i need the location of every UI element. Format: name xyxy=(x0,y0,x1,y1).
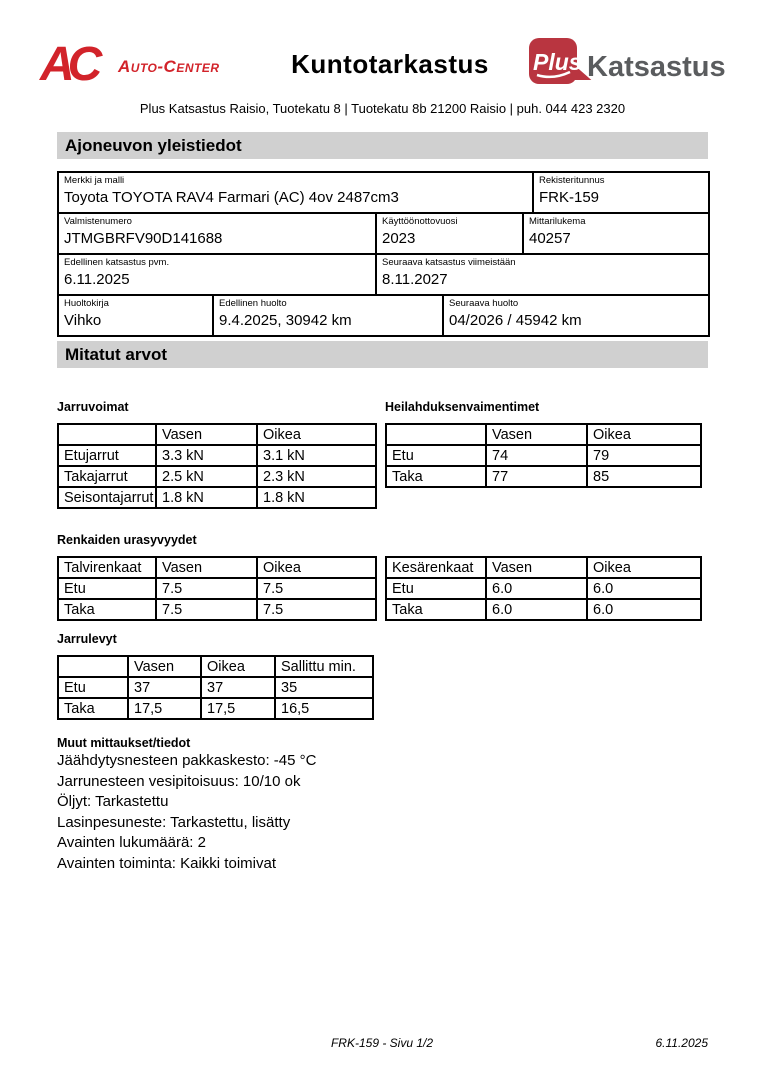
field-value: Toyota TOYOTA RAV4 Farmari (AC) 4ov 2487cm3 xyxy=(64,189,399,206)
washer-fluid: Lasinpesuneste: Tarkastettu, lisätty xyxy=(57,813,291,831)
field-value: 6.11.2025 xyxy=(64,271,130,288)
document-title: Kuntotarkastus xyxy=(291,49,489,79)
value-cell: 1.8 kN xyxy=(257,487,376,508)
vehicle-info-table-row2 xyxy=(57,212,710,255)
value-cell: 3.1 kN xyxy=(257,445,376,466)
row-label: Seisontajarrut xyxy=(58,487,156,508)
value-cell: 7.5 xyxy=(257,578,376,599)
field-value: FRK-159 xyxy=(539,189,600,206)
footer-page-indicator: FRK-159 - Sivu 1/2 xyxy=(330,1036,434,1050)
row-label: Taka xyxy=(386,466,486,487)
value-cell: 7.5 xyxy=(156,578,257,599)
table-row xyxy=(58,172,709,213)
other-measurements-section xyxy=(57,736,708,874)
vehicle-info-table-row1 xyxy=(57,171,710,214)
header-cell: Vasen xyxy=(128,656,201,677)
field-first-use-year xyxy=(376,213,523,254)
value-cell: 2.5 kN xyxy=(156,466,257,487)
value-cell: 35 xyxy=(275,677,373,698)
brake-discs-caption: Jarrulevyt xyxy=(57,632,117,646)
captions-row xyxy=(57,400,708,414)
header-cell: Oikea xyxy=(587,557,701,578)
table-row xyxy=(58,213,709,254)
vehicle-info-table-row3 xyxy=(57,253,710,296)
field-value: 9.4.2025, 30942 km xyxy=(219,312,352,329)
section-header-measured-values: Mitatut arvot xyxy=(57,341,708,368)
header-cell: Talvirenkaat xyxy=(58,557,156,578)
field-service-book xyxy=(58,295,213,336)
winter-tires-table xyxy=(57,556,377,621)
table-row xyxy=(58,295,709,336)
header-cell: Kesärenkaat xyxy=(386,557,486,578)
field-make-model xyxy=(58,172,533,213)
shock-absorbers-caption: Heilahduksenvaimentimet xyxy=(385,400,540,414)
field-previous-service xyxy=(213,295,443,336)
table-row xyxy=(386,599,701,620)
field-label: Merkki ja malli xyxy=(64,175,125,186)
key-function: Avainten toiminta: Kaikki toimivat xyxy=(57,854,276,872)
coolant-freeze-protection: Jäähdytysnesteen pakkaskesto: -45 °C xyxy=(57,752,317,769)
table-row xyxy=(58,466,376,487)
table-row xyxy=(58,487,376,508)
value-cell: 6.0 xyxy=(587,578,701,599)
oils-checked: Öljyt: Tarkastettu xyxy=(57,793,169,810)
table-header-row xyxy=(58,656,373,677)
value-cell: 77 xyxy=(486,466,587,487)
row-label: Etu xyxy=(386,578,486,599)
field-value: JTMGBRFV90D141688 xyxy=(64,230,223,247)
table-header-row xyxy=(58,424,376,445)
header-cell: Vasen xyxy=(156,557,257,578)
other-measurements-title: Muut mittaukset/tiedot xyxy=(57,736,191,750)
value-cell: 85 xyxy=(587,466,701,487)
table-row xyxy=(58,599,376,620)
header-cell: Oikea xyxy=(257,424,376,445)
row-label: Etu xyxy=(58,578,156,599)
field-registration xyxy=(533,172,709,213)
value-cell: 2.3 kN xyxy=(257,466,376,487)
row-label: Etu xyxy=(386,445,486,466)
table-row xyxy=(58,445,376,466)
plus-katsastus-logo-graphic xyxy=(528,36,726,88)
value-cell: 1.8 kN xyxy=(156,487,257,508)
table-row xyxy=(58,677,373,698)
field-odometer xyxy=(523,213,709,254)
field-label: Käyttöönottovuosi xyxy=(382,216,458,227)
value-cell: 6.0 xyxy=(587,599,701,620)
value-cell: 17,5 xyxy=(128,698,201,719)
value-cell: 7.5 xyxy=(156,599,257,620)
value-cell: 17,5 xyxy=(201,698,275,719)
field-value: 8.11.2027 xyxy=(382,271,448,288)
field-value: 40257 xyxy=(529,230,571,247)
field-label: Seuraava katsastus viimeistään xyxy=(382,257,516,268)
value-cell: 37 xyxy=(128,677,201,698)
row-label: Takajarrut xyxy=(58,466,156,487)
header-cell: Vasen xyxy=(486,557,587,578)
section-header-general-info: Ajoneuvon yleistiedot xyxy=(57,132,708,159)
table-row xyxy=(58,254,709,295)
header-cell: Oikea xyxy=(587,424,701,445)
auto-center-logo xyxy=(42,36,252,93)
value-cell: 37 xyxy=(201,677,275,698)
field-next-service xyxy=(443,295,709,336)
vehicle-info-table-row4 xyxy=(57,294,710,337)
field-label: Seuraava huolto xyxy=(449,298,519,309)
measured-tables-row-2 xyxy=(57,556,708,621)
field-label: Edellinen katsastus pvm. xyxy=(64,257,170,268)
field-label: Huoltokirja xyxy=(64,298,109,309)
auto-center-logo-graphic xyxy=(40,36,237,91)
table-row xyxy=(58,578,376,599)
summer-tires-table xyxy=(385,556,702,621)
station-address: Plus Katsastus Raisio, Tuotekatu 8 | Tuotekatu 8b 21200 Raisio | puh. 044 423 2320 xyxy=(139,101,626,116)
value-cell: 6.0 xyxy=(486,578,587,599)
row-label: Etu xyxy=(58,677,128,698)
field-previous-inspection xyxy=(58,254,376,295)
brake-discs-table xyxy=(57,655,374,720)
header-cell: Vasen xyxy=(486,424,587,445)
plus-katsastus-logo xyxy=(528,36,726,93)
tread-depths-caption: Renkaiden urasyvyydet xyxy=(57,533,197,547)
key-count: Avainten lukumäärä: 2 xyxy=(57,834,206,851)
value-cell: 3.3 kN xyxy=(156,445,257,466)
field-label: Rekisteritunnus xyxy=(539,175,605,186)
brake-fluid-water-content: Jarrunesteen vesipitoisuus: 10/10 ok xyxy=(57,772,301,790)
value-cell: 74 xyxy=(486,445,587,466)
field-label: Valmistenumero xyxy=(64,216,132,227)
table-row xyxy=(386,578,701,599)
header-cell xyxy=(58,656,128,677)
row-label: Taka xyxy=(58,599,156,620)
table-header-row xyxy=(386,557,701,578)
table-row xyxy=(386,466,701,487)
shock-absorbers-table xyxy=(385,423,702,488)
header-cell: Sallittu min. xyxy=(275,656,373,677)
field-label: Edellinen huolto xyxy=(219,298,287,309)
page-footer xyxy=(0,1036,764,1050)
header-cell: Oikea xyxy=(257,557,376,578)
row-label: Taka xyxy=(58,698,128,719)
table-row xyxy=(386,445,701,466)
table-header-row xyxy=(58,557,376,578)
row-label: Etujarrut xyxy=(58,445,156,466)
measured-tables-row-1 xyxy=(57,423,708,509)
value-cell: 7.5 xyxy=(257,599,376,620)
field-value: 04/2026 / 45942 km xyxy=(449,312,582,329)
header-cell xyxy=(386,424,486,445)
value-cell: 6.0 xyxy=(486,599,587,620)
plus-wordmark: Plus xyxy=(533,49,582,75)
field-value: 2023 xyxy=(382,230,416,247)
field-value: Vihko xyxy=(64,312,102,329)
header-cell xyxy=(58,424,156,445)
header-cell: Oikea xyxy=(201,656,275,677)
value-cell: 79 xyxy=(587,445,701,466)
report-header xyxy=(40,0,726,91)
auto-center-monogram: AC xyxy=(40,38,96,91)
brake-forces-table xyxy=(57,423,377,509)
field-label: Mittarilukema xyxy=(529,216,586,227)
table-row xyxy=(58,698,373,719)
field-vin xyxy=(58,213,376,254)
header-cell: Vasen xyxy=(156,424,257,445)
footer-date: 6.11.2025 xyxy=(655,1036,708,1050)
katsastus-wordmark: Katsastus xyxy=(587,51,726,83)
table-header-row xyxy=(386,424,701,445)
brake-forces-caption: Jarruvoimat xyxy=(57,400,129,414)
value-cell: 16,5 xyxy=(275,698,373,719)
row-label: Taka xyxy=(386,599,486,620)
field-next-inspection xyxy=(376,254,709,295)
auto-center-wordmark: Auto-Center xyxy=(118,57,220,76)
